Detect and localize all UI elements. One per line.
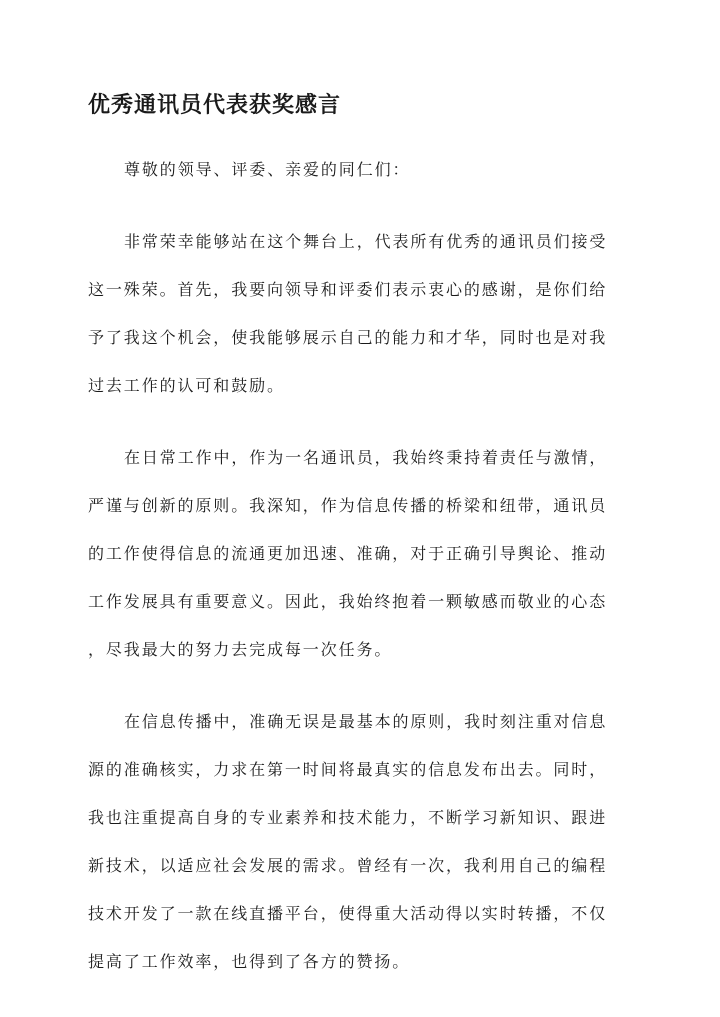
paragraph-line: ，尽我最大的努力去完成每一次任务。 — [88, 640, 393, 659]
paragraph-line: 非常荣幸能够站在这个舞台上，代表所有优秀的通讯员们接受 — [124, 232, 608, 251]
paragraph-line: 工作发展具有重要意义。因此，我始终抱着一颗敏感而敬业的心态 — [88, 592, 608, 611]
paragraph-line: 技术开发了一款在线直播平台，使得重大活动得以实时转播，不仅 — [88, 904, 608, 923]
paragraph-line: 源的准确核实，力求在第一时间将最真实的信息发布出去。同时， — [88, 760, 608, 779]
paragraph-line: 予了我这个机会，使我能够展示自己的能力和才华，同时也是对我 — [88, 328, 608, 347]
document-body — [88, 146, 634, 1010]
document-title: 优秀通讯员代表获奖感言 — [88, 92, 342, 118]
paragraph-line: 新技术，以适应社会发展的需求。曾经有一次，我利用自己的编程 — [88, 856, 608, 875]
paragraph-3 — [88, 698, 634, 986]
paragraph-line: 我也注重提高自身的专业素养和技术能力，不断学习新知识、跟进 — [88, 808, 608, 827]
paragraph-line: 提高了工作效率，也得到了各方的赞扬。 — [88, 952, 411, 971]
paragraph-line: 过去工作的认可和鼓励。 — [88, 376, 285, 395]
salutation: 尊敬的领导、评委、亲爱的同仁们： — [124, 160, 411, 179]
paragraph-1 — [88, 218, 634, 410]
paragraph-line: 在信息传播中，准确无误是最基本的原则，我时刻注重对信息 — [124, 712, 608, 731]
paragraph-line: 在日常工作中，作为一名通讯员，我始终秉持着责任与激情， — [124, 448, 608, 467]
paragraph-2 — [88, 434, 634, 674]
paragraph-line: 的工作使得信息的流通更加迅速、准确，对于正确引导舆论、推动 — [88, 544, 608, 563]
paragraph-line: 这一殊荣。首先，我要向领导和评委们表示衷心的感谢，是你们给 — [88, 280, 608, 299]
paragraph-line: 严谨与创新的原则。我深知，作为信息传播的桥梁和纽带，通讯员 — [88, 496, 608, 515]
